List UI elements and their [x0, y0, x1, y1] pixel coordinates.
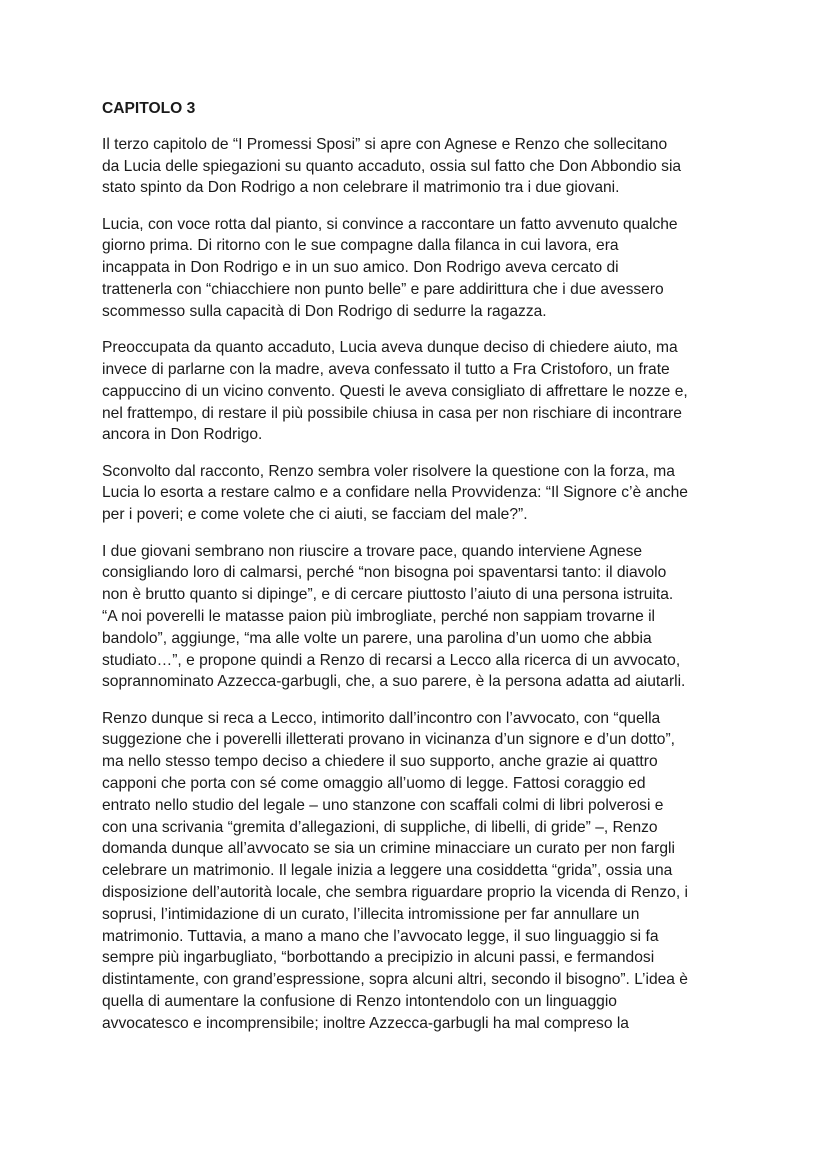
text-line: matrimonio. Tuttavia, a mano a mano che l’avvocato legge, il suo linguaggio si fa [102, 927, 659, 945]
text-line: quella di aumentare la confusione di Renzo intontendolo con un linguaggio [102, 992, 617, 1010]
text-line: ma nello stesso tempo deciso a chiedere il suo supporto, anche grazie ai quattro [102, 753, 658, 771]
text-line: ancora in Don Rodrigo. [102, 426, 263, 444]
text-line: consigliando loro di calmarsi, perché “non bisogna poi spaventarsi tanto: il diavolo [102, 564, 667, 582]
text-line: invece di parlarne con la madre, aveva confessato il tutto a Fra Cristoforo, un frate [102, 360, 670, 378]
paragraph-5 [102, 541, 734, 694]
paragraph-4 [102, 461, 734, 526]
text-line: “A noi poverelli le matasse paion più imbrogliate, perché non sappiam trovarne il [102, 607, 656, 625]
paragraph-3 [102, 337, 734, 446]
text-line: suggezione che i poverelli illetterati provano in vicinanza d’un signore e d’un dotto”, [102, 731, 675, 749]
text-line: con una scrivania “gremita d’allegazioni, di suppliche, di libelli, di gride” –, Renzo [102, 818, 658, 836]
text-line: stato spinto da Don Rodrigo a non celebrare il matrimonio tra i due giovani. [102, 179, 620, 197]
text-line: incappata in Don Rodrigo e in un suo amico. Don Rodrigo aveva cercato di [102, 259, 619, 277]
text-line: soprusi, l’intimidazione di un curato, l’illecita intromissione per far annullare un [102, 905, 640, 923]
document-body [102, 98, 734, 1049]
text-line: cappuccino di un vicino convento. Questi le aveva consigliato di affrettare le nozze e, [102, 382, 688, 400]
text-line: studiato…”, e propone quindi a Renzo di recarsi a Lecco alla ricerca di un avvocato, [102, 651, 681, 669]
text-line: sempre più ingarbugliato, “borbottando a precipizio in alcuni passi, e fermandosi [102, 949, 655, 967]
text-line: disposizione dell’autorità locale, che sembra riguardare proprio la vicenda di Renzo, i [102, 884, 688, 901]
text-line: bandolo”, aggiunge, “ma alle volte un parere, una parolina d’un uomo che abbia [102, 629, 652, 647]
text-line: distintamente, con grand’espressione, sopra alcuni altri, secondo il bisogno”. L’idea è [102, 971, 688, 989]
text-line: domanda dunque all’avvocato se sia un crimine minacciare un curato per non fargli [102, 840, 675, 858]
text-line: Renzo dunque si reca a Lecco, intimorito dall’incontro con l’avvocato, con “quella [102, 709, 661, 727]
text-line: avvocatesco e incomprensibile; inoltre Azzecca-garbugli ha mal compreso la [102, 1014, 629, 1032]
chapter-heading: CAPITOLO 3 [102, 100, 196, 117]
text-line: non è brutto quanto si dipinge”, e di cercare piuttosto l’aiuto di una persona istruita. [102, 586, 674, 604]
text-line: Lucia lo esorta a restare calmo e a confidare nella Provvidenza: “Il Signore c’è anche [102, 484, 688, 502]
paragraph-1 [102, 134, 734, 199]
text-line: per i poveri; e come volete che ci aiuti, se facciam del male?”. [102, 506, 528, 524]
paragraph-2 [102, 214, 734, 323]
text-line: da Lucia delle spiegazioni su quanto accaduto, ossia sul fatto che Don Abbondio sia [102, 157, 682, 175]
text-line: capponi che porta con sé come omaggio all’uomo di legge. Fattosi coraggio ed [102, 775, 646, 793]
text-line: nel frattempo, di restare il più possibile chiusa in casa per non rischiare di incontrare [102, 404, 682, 422]
text-line: entrato nello studio del legale – uno stanzone con scaffali colmi di libri polverosi e [102, 796, 664, 814]
text-line: trattenerla con “chiacchiere non punto belle” e pare addirittura che i due avessero [102, 281, 664, 299]
text-line: Il terzo capitolo de “I Promessi Sposi” si apre con Agnese e Renzo che sollecitano [102, 135, 668, 153]
text-line: Lucia, con voce rotta dal pianto, si convince a raccontare un fatto avvenuto qualche [102, 215, 678, 233]
text-line: scommesso sulla capacità di Don Rodrigo di sedurre la ragazza. [102, 302, 547, 320]
text-line: Sconvolto dal racconto, Renzo sembra voler risolvere la questione con la forza, ma [102, 462, 675, 480]
text-line: Preoccupata da quanto accaduto, Lucia aveva dunque deciso di chiedere aiuto, ma [102, 339, 678, 357]
text-line: celebrare un matrimonio. Il legale inizia a leggere una cosiddetta “grida”, ossia una [102, 862, 673, 880]
paragraph-6 [102, 708, 734, 1035]
text-line: giorno prima. Di ritorno con le sue compagne dalla filanca in cui lavora, era [102, 237, 619, 255]
text-line: soprannominato Azzecca-garbugli, che, a suo parere, è la persona adatta ad aiutarli. [102, 673, 686, 691]
text-line: I due giovani sembrano non riuscire a trovare pace, quando interviene Agnese [102, 542, 643, 560]
